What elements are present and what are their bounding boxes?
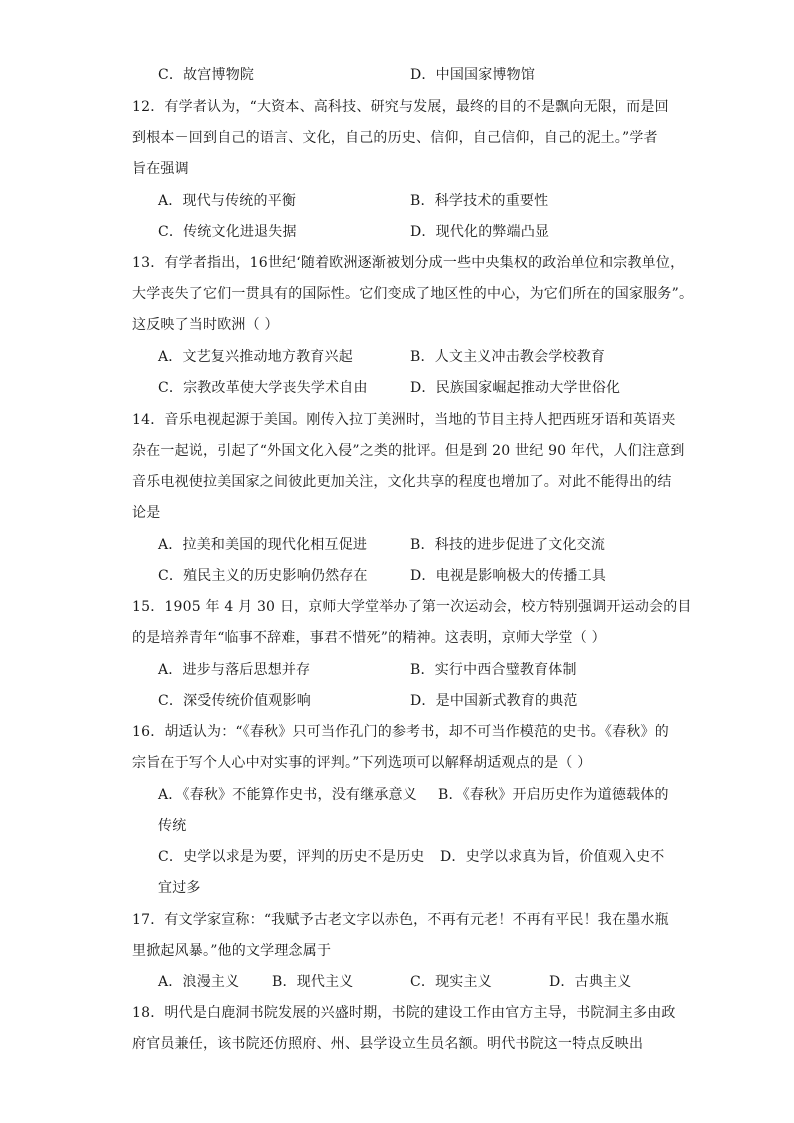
q14-option-c: C．殖民主义的历史影响仍然存在 [158, 568, 368, 584]
q14-option-d: D．电视是影响极大的传播工具 [410, 568, 607, 584]
q15-stem-line2: 的是培养青年“临事不辞难，事君不惜死”的精神。这表明，京师大学堂（ ） [132, 630, 606, 646]
q12-stem-line3: 旨在强调 [132, 161, 189, 177]
q17-option-d: D．古典主义 [549, 974, 632, 990]
q14-stem-line3: 音乐电视使拉美国家之间彼此更加关注，文化共享的程度也增加了。对此不能得出的结 [132, 474, 672, 490]
q13-stem-line3: 这反映了当时欧洲（ ） [132, 317, 279, 333]
q12-stem-line2: 到根本－回到自己的语言、文化，自己的历史、信仰，自己信仰，自己的泥土。”学者 [132, 130, 658, 146]
q14-stem-line1: 14．音乐电视起源于美国。刚传入拉丁美洲时，当地的节目主持人把西班牙语和英语夹 [132, 412, 676, 428]
q16-option-c: C．史学以求是为要，评判的历史不是历史 [158, 849, 425, 865]
q14-option-a: A．拉美和美国的现代化相互促进 [158, 537, 368, 553]
q15-option-b: B．实行中西合璧教育体制 [410, 662, 577, 678]
q16-stem-line1: 16．胡适认为：“《春秋》只可当作孔门的参考书，却不可当作模范的史书。《春秋》的 [132, 724, 669, 740]
q16-option-d-continued: 宜过多 [158, 880, 201, 896]
q18-stem-line1: 18．明代是白鹿洞书院发展的兴盛时期，书院的建设工作由官方主导，书院洞主多由政 [132, 1005, 676, 1021]
q17-stem-line1: 17．有文学家宣称：“我赋予古老文字以赤色，不再有元老！不再有平民！我在墨水瓶 [132, 912, 669, 928]
q16-option-a: A．《春秋》不能算作史书，没有继承意义 [158, 787, 417, 803]
q16-option-b-continued: 传统 [158, 818, 187, 834]
q13-option-a: A．文艺复兴推动地方教育兴起 [158, 349, 353, 365]
q12-option-c: C．传统文化进退失据 [158, 224, 297, 240]
q15-option-d: D．是中国新式教育的典范 [410, 693, 578, 709]
q16-option-d: D．史学以求真为旨，价值观入史不 [440, 849, 665, 865]
q16-stem-line2: 宗旨在于写个人心中对实事的评判。”下列选项可以解释胡适观点的是（ ） [132, 755, 592, 771]
q14-stem-line4: 论是 [132, 505, 161, 521]
q16-option-b: B．《春秋》开启历史作为道德载体的 [438, 787, 669, 803]
q13-option-c: C．宗教改革使大学丧失学术自由 [158, 380, 368, 396]
q17-option-a: A．浪漫主义 [158, 974, 240, 990]
q15-option-c: C．深受传统价值观影响 [158, 693, 311, 709]
q15-stem-line1: 15．1905 年 4 月 30 日，京师大学堂举办了第一次运动会，校方特别强调开运动会的目 [132, 599, 692, 615]
q13-stem-line1: 13．有学者指出，16世纪‘随着欧洲逐渐被划分成一些中央集权的政治单位和宗教单位， [132, 255, 685, 271]
q14-option-b: B．科技的进步促进了文化交流 [410, 537, 606, 553]
q14-stem-line2: 杂在一起说，引起了“外国文化入侵”之类的批评。但是到 20 世纪 90 年代，人们注意到 [132, 443, 685, 459]
q13-stem-line2: 大学丧失了它们一贯具有的国际性。它们变成了地区性的中心，为它们所在的国家服务”。 [132, 286, 694, 302]
q18-stem-line2: 府官员兼任，该书院还仿照府、州、县学设立生员名额。明代书院这一特点反映出 [132, 1036, 644, 1052]
q12-option-b: B．科学技术的重要性 [410, 193, 549, 209]
q12-stem-line1: 12．有学者认为，“大资本、高科技、研究与发展，最终的目的不是飘向无限，而是回 [132, 99, 669, 115]
q17-stem-line2: 里掀起风暴。”他的文学理念属于 [132, 943, 332, 959]
q11-option-c: C．故宫博物院 [158, 67, 255, 83]
q12-option-a: A．现代与传统的平衡 [158, 193, 297, 209]
q11-option-d: D．中国国家博物馆 [410, 67, 536, 83]
q13-option-d: D．民族国家崛起推动大学世俗化 [410, 380, 621, 396]
q15-option-a: A．进步与落后思想并存 [158, 662, 311, 678]
q17-option-c: C．现实主义 [410, 974, 492, 990]
q12-option-d: D．现代化的弊端凸显 [410, 224, 550, 240]
q13-option-b: B．人文主义冲击教会学校教育 [410, 349, 606, 365]
q17-option-b: B．现代主义 [272, 974, 354, 990]
